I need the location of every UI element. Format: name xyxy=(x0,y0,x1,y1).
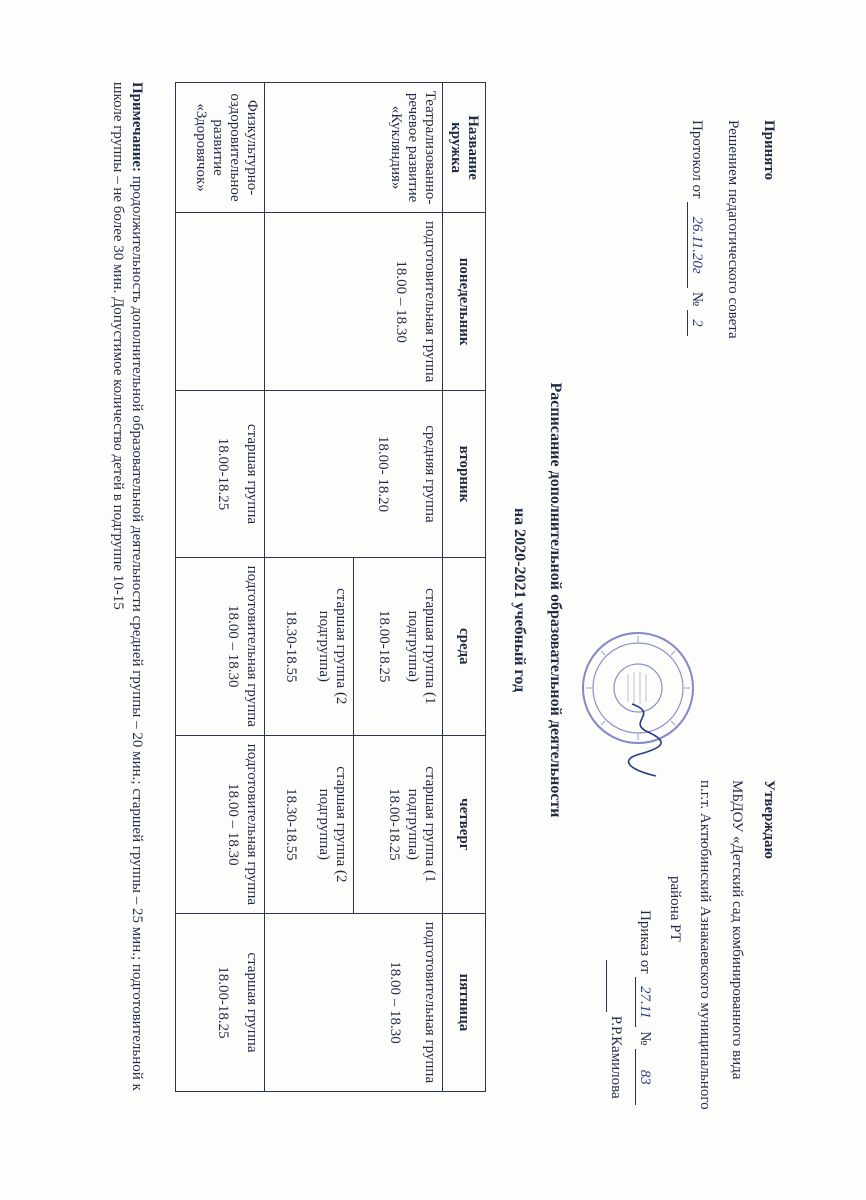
approval-left-title: Принято xyxy=(761,120,777,181)
protocol-number-prefix: № xyxy=(689,291,705,307)
header-club-name: Название кружка xyxy=(443,83,486,213)
header-friday: пятница xyxy=(443,913,486,1091)
row1-tuesday-cell xyxy=(265,391,443,558)
signature-line xyxy=(606,960,625,1012)
order-prefix: Приказ от xyxy=(637,910,653,974)
row2-friday-group: старшая группа xyxy=(244,952,260,1053)
title-line1: Расписание дополнительной образовательной деятельности xyxy=(547,382,564,818)
row2-wednesday-cell xyxy=(176,557,265,735)
row1-wednesday-b-time: 18.30-18.55 xyxy=(283,610,299,683)
header-monday: понедельник xyxy=(443,213,486,391)
row2-wednesday-group: подготовительная группа xyxy=(244,565,260,727)
protocol-date: 26.11.20г xyxy=(687,202,706,288)
row1-friday-time: 18.00 – 18.30 xyxy=(387,961,403,1044)
header-thursday: четверг xyxy=(443,735,486,913)
row1-monday-cell xyxy=(265,213,443,391)
header-tuesday: вторник xyxy=(443,391,486,558)
approval-right-block xyxy=(606,780,778,1110)
row2-thursday-time: 18.00 – 18.30 xyxy=(225,783,241,866)
approval-right-order xyxy=(635,910,654,1110)
row1-friday-cell xyxy=(265,913,443,1091)
row1-wednesday-b-group: старшая группа (2 подгруппа) xyxy=(316,588,349,705)
row1-thursday-a-group: старшая группа (1 подгруппа) xyxy=(405,766,438,883)
row1-thursday-a-cell xyxy=(354,735,443,913)
title-line2: на 2020-2021 учебный год xyxy=(511,507,528,693)
order-number-prefix: № xyxy=(637,1031,653,1046)
row1-tuesday-group: средняя группа xyxy=(422,425,438,523)
row1-wednesday-b-cell xyxy=(265,557,354,735)
approval-left-protocol xyxy=(687,120,706,339)
approval-right-signer xyxy=(606,960,625,1110)
schedule-table xyxy=(175,82,486,1092)
row2-tuesday-cell xyxy=(176,391,265,558)
row2-thursday-cell xyxy=(176,735,265,913)
note-block xyxy=(108,82,146,1092)
row1-tuesday-time: 18.00- 18.20 xyxy=(375,435,391,513)
approval-right-line1: МБДОУ «Детский сад комбинированного вида xyxy=(729,780,745,1080)
document-title xyxy=(508,190,566,1010)
row1-wednesday-a-group: старшая группа (1 подгруппа) xyxy=(405,588,438,705)
signature-icon xyxy=(620,700,670,780)
row1-thursday-b-group: старшая группа (2 подгруппа) xyxy=(316,766,349,883)
row1-thursday-b-cell xyxy=(265,735,354,913)
note-text: продолжительность дополнительной образовательной деятельности средней группы – 20 мин.; старшей группы – 25 мин.; подготовительной к школе группы – не более 30 мин. Допустимое количество детей в подгруппе 10-15 xyxy=(110,82,145,1091)
club-name-cell: Театрализованно-речевое развитие «Кукляндия» xyxy=(265,83,443,213)
row1-monday-time: 18.00 – 18.30 xyxy=(393,260,409,343)
row2-wednesday-time: 18.00 – 18.30 xyxy=(225,605,241,688)
protocol-number: 2 xyxy=(687,310,706,336)
order-date: 27.11 xyxy=(635,977,654,1027)
approval-left-line1: Решением педагогического совета xyxy=(725,120,741,339)
row1-wednesday-a-cell xyxy=(354,557,443,735)
approval-right-line2: п.г.т. Актюбинский Азнакаевского муниципального xyxy=(697,780,713,1110)
signer-name: Р.Р.Камилова xyxy=(608,1015,624,1099)
row1-wednesday-a-time: 18.00-18.25 xyxy=(376,610,392,683)
approval-right-line3: района РТ xyxy=(667,876,683,942)
row2-thursday-group: подготовительная группа xyxy=(244,743,260,906)
row2-friday-time: 18.00-18.25 xyxy=(215,966,231,1039)
order-number: 83 xyxy=(635,1049,654,1105)
row1-thursday-a-time: 18.00-18.25 xyxy=(386,788,402,861)
approval-right-title: Утверждаю xyxy=(761,780,777,859)
row1-thursday-b-time: 18.30-18.55 xyxy=(283,788,299,861)
row2-tuesday-time: 18.00-18.25 xyxy=(215,437,231,511)
table-row xyxy=(354,83,443,1092)
table-header-row xyxy=(443,83,486,1092)
note-label: Примечание: xyxy=(129,82,145,173)
protocol-prefix: Протокол от xyxy=(689,120,705,199)
row2-monday-cell xyxy=(176,213,265,391)
header-wednesday: среда xyxy=(443,557,486,735)
row2-friday-cell xyxy=(176,913,265,1091)
approval-left-block xyxy=(687,120,778,339)
row1-friday-group: подготовительная группа xyxy=(422,921,438,1084)
row1-monday-group: подготовительная группа xyxy=(422,221,438,383)
club-name-cell: Физкультурно-оздоровительное развитие «Здоровячок» xyxy=(176,83,265,213)
table-row xyxy=(176,83,265,1092)
row2-tuesday-group: старшая группа xyxy=(244,423,260,524)
